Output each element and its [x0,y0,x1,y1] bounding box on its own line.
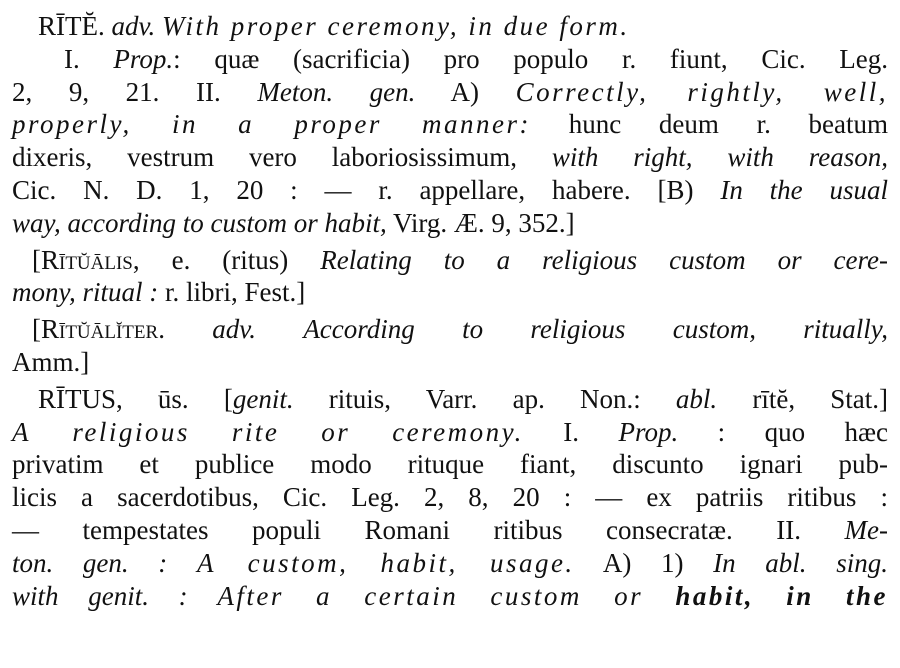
text-segment: adv. [212,314,256,345]
dictionary-page [12,10,888,612]
text-segment: After a certain custom or [217,580,676,611]
text-segment: In the usual [720,174,888,205]
entry-rite [12,10,888,240]
text-segment: hunc deum r. beatum [531,109,888,140]
text-segment: I. [64,43,114,74]
text-segment: A) 1) [574,547,714,578]
text-segment: habit, in the [675,580,888,611]
text-segment: rituis, Varr. ap. Non.: [293,383,676,414]
text-line [12,514,888,547]
text-line [12,276,888,309]
text-segment: properly, in a proper manner: [12,109,532,140]
text-line [12,108,888,141]
text-segment: adv. [111,11,156,41]
text-segment: r. libri, Fest.] [158,277,306,308]
text-line [12,43,888,76]
text-line [12,547,888,580]
text-segment: Me- [844,514,888,545]
text-line [12,10,888,43]
text-segment: Cic. N. D. 1, 20 : — r. appellare, habere. [B) [12,174,721,205]
text-line [12,141,888,174]
text-segment: ton. gen. : [12,547,197,578]
text-segment: Virg. Æ. 9, 352.] [386,207,575,238]
text-segment: mony, ritual : [12,277,159,308]
text-line [12,313,888,346]
text-segment: : quo hæc [678,416,888,447]
text-segment: Prop. [618,416,679,447]
text-line [12,383,888,416]
text-segment: Amm.] [12,346,90,377]
text-line [12,76,888,109]
text-segment: RĪTĔ. [38,11,112,41]
text-segment: Relating to a religious custom or cere- [320,244,888,275]
text-segment: RĪTUS, ūs. [ [38,383,233,414]
text-segment: licis a sacerdotibus, Cic. Leg. 2, 8, 20 : — ex patriis ritibus : [12,482,888,513]
text-segment: According to religious custom, ritually, [303,314,889,345]
text-segment [155,11,162,41]
text-segment: : quæ (sacrificia) pro populo r. fiunt, Cic. Leg. [173,43,888,74]
text-segment: With proper ceremony, in due form. [161,11,630,41]
text-segment: , e. (ritus) [132,244,321,275]
text-segment: with genit. : [12,580,218,611]
text-segment: with right, with reason, [551,142,888,173]
text-segment: way, according to custom or habit, [12,207,387,238]
text-segment: A religious rite or ceremony. [12,416,524,447]
text-segment: privatim et publice modo rituque fiant, discunto ignari pub- [12,449,888,480]
text-line [12,448,888,481]
text-line [12,174,888,207]
text-segment: genit. [232,383,294,414]
text-line [12,207,888,240]
text-segment: . [158,314,213,345]
entry-ritus [12,383,888,613]
text-segment: — tempestates populi Romani ritibus consecratæ. II. [12,514,845,545]
text-segment: A custom, habit, usage. [196,547,575,578]
text-segment: In abl. sing. [713,547,888,578]
text-segment: Meton. gen. [257,76,416,107]
entry-ritualis [12,244,888,310]
text-line [12,580,888,613]
text-line [12,244,888,277]
text-line [12,481,888,514]
text-segment: rītĕ, Stat.] [717,383,888,414]
text-segment: 2, 9, 21. II. [12,76,258,107]
entry-rituāliter [12,313,888,379]
text-line [12,416,888,449]
text-segment: [Rītŭālis [32,244,133,275]
text-segment: [Rītŭālĭter [32,314,159,345]
text-segment: dixeris, vestrum vero laboriosissimum, [12,142,552,173]
text-segment: I. [523,416,619,447]
text-segment: A) [415,76,516,107]
text-segment [256,314,303,344]
text-segment: Correctly, rightly, well, [515,76,889,107]
text-segment: Prop. [113,43,174,74]
text-segment: abl. [675,383,718,414]
text-line [12,346,888,379]
